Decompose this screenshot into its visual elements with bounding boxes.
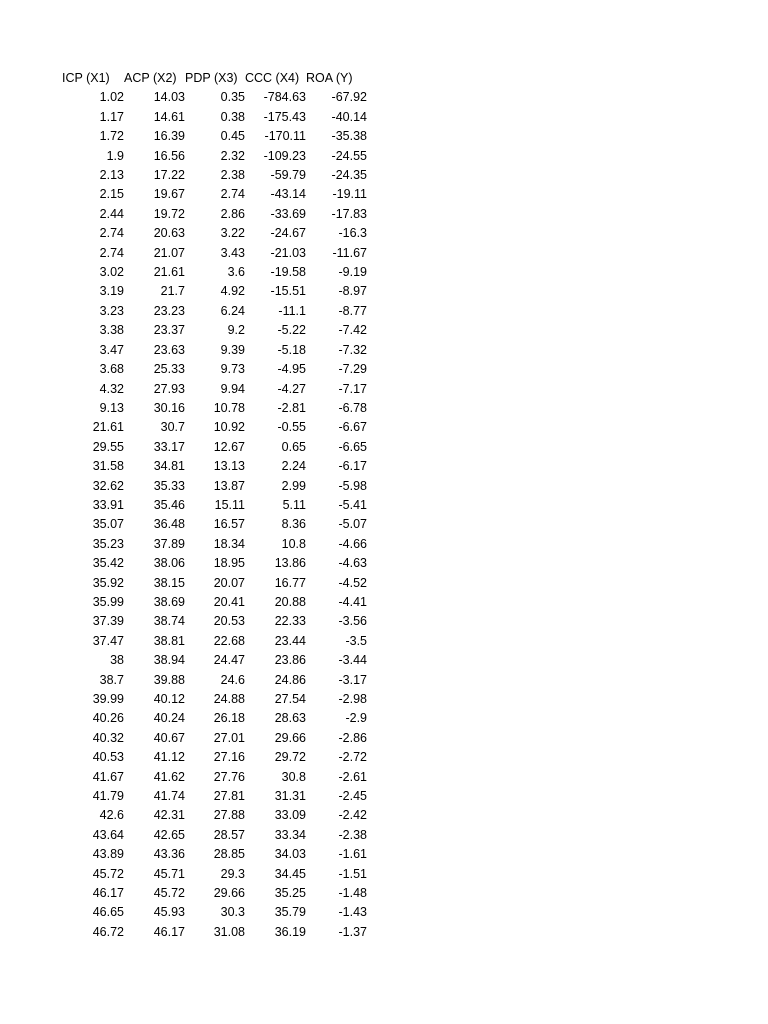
- acp-cell: 37.89: [153, 536, 185, 551]
- acp-cell: 16.56: [153, 148, 185, 163]
- roa-cell: -1.43: [338, 905, 367, 920]
- roa-cell: -7.42: [338, 323, 367, 338]
- icp-cell: 3.19: [99, 284, 124, 299]
- pdp-cell: 9.2: [227, 323, 245, 338]
- acp-cell: 39.88: [153, 672, 185, 687]
- icp-cell: 2.13: [99, 168, 124, 183]
- ccc-cell: 33.09: [274, 808, 306, 823]
- ccc-cell: 2.99: [281, 478, 306, 493]
- table-row: [62, 768, 367, 787]
- ccc-cell: 34.03: [274, 847, 306, 862]
- table-row: [62, 787, 367, 806]
- ccc-header: CCC (X4): [245, 71, 300, 85]
- ccc-cell: 30.8: [281, 769, 306, 784]
- roa-cell: -4.63: [338, 556, 367, 571]
- ccc-cell: 27.54: [274, 692, 306, 706]
- ccc-cell: -43.14: [270, 187, 306, 202]
- icp-cell: 3.23: [99, 303, 124, 318]
- icp-cell: 35.23: [92, 536, 124, 551]
- acp-cell: 34.81: [153, 459, 185, 474]
- pdp-cell: 24.88: [213, 692, 245, 706]
- ccc-cell: -4.27: [277, 381, 306, 396]
- ccc-cell: 23.44: [274, 633, 306, 648]
- table-row: [62, 185, 367, 204]
- roa-cell: -5.07: [338, 517, 367, 532]
- roa-cell: -1.51: [338, 866, 367, 881]
- pdp-cell: 20.07: [213, 575, 245, 590]
- icp-cell: 3.38: [99, 323, 124, 338]
- acp-cell: 38.81: [153, 633, 185, 648]
- ccc-cell: 36.19: [274, 924, 306, 939]
- table-row: [62, 903, 367, 922]
- acp-cell: 21.07: [153, 245, 185, 260]
- table-row: [62, 282, 367, 301]
- table-row: [62, 865, 367, 884]
- ccc-cell: 29.72: [274, 750, 306, 765]
- roa-cell: -8.77: [338, 303, 367, 318]
- data-table: [62, 69, 367, 942]
- icp-cell: 42.6: [99, 808, 124, 823]
- acp-cell: 30.7: [160, 420, 185, 435]
- ccc-cell: -2.81: [277, 400, 306, 415]
- ccc-cell: -784.63: [263, 90, 306, 105]
- acp-cell: 43.36: [153, 847, 185, 862]
- icp-cell: 35.42: [92, 556, 124, 571]
- table-row: [62, 612, 367, 631]
- acp-cell: 14.61: [153, 109, 185, 124]
- icp-cell: 4.32: [99, 381, 124, 396]
- ccc-cell: -0.55: [277, 420, 306, 435]
- acp-cell: 46.17: [153, 924, 185, 939]
- pdp-cell: 3.6: [227, 265, 245, 280]
- icp-cell: 1.72: [99, 129, 124, 144]
- roa-cell: -2.72: [338, 750, 367, 765]
- icp-cell: 1.17: [99, 109, 124, 124]
- acp-cell: 21.7: [160, 284, 185, 299]
- pdp-cell: 22.68: [213, 633, 245, 648]
- pdp-cell: 26.18: [213, 711, 245, 726]
- ccc-cell: 33.34: [274, 827, 306, 842]
- acp-cell: 41.62: [153, 769, 185, 784]
- roa-cell: -4.52: [338, 575, 367, 590]
- table-row: [62, 845, 367, 864]
- roa-cell: -2.45: [338, 789, 367, 804]
- roa-cell: -7.29: [338, 362, 367, 377]
- pdp-cell: 9.39: [220, 342, 245, 357]
- table-row: [62, 166, 367, 185]
- pdp-cell: 9.73: [220, 362, 245, 377]
- table-row: [62, 418, 367, 437]
- acp-cell: 38.15: [153, 575, 185, 590]
- icp-cell: 46.17: [92, 886, 124, 901]
- roa-cell: -1.61: [338, 847, 367, 862]
- pdp-cell: 27.16: [213, 750, 245, 765]
- icp-cell: 9.13: [99, 400, 124, 415]
- roa-cell: -24.55: [331, 148, 367, 163]
- icp-cell: 38: [110, 653, 124, 668]
- roa-cell: -11.67: [332, 245, 367, 260]
- ccc-cell: -15.51: [270, 284, 306, 299]
- table-row: [62, 457, 367, 476]
- icp-cell: 39.99: [92, 692, 124, 706]
- ccc-cell: 29.66: [274, 730, 306, 745]
- acp-cell: 23.23: [153, 303, 185, 318]
- icp-header: ICP (X1): [62, 71, 110, 85]
- acp-cell: 14.03: [153, 90, 185, 105]
- table-row: [62, 671, 367, 690]
- table-row: [62, 535, 367, 554]
- table-body: [62, 88, 367, 942]
- icp-cell: 45.72: [92, 866, 124, 881]
- ccc-cell: -5.18: [277, 342, 306, 357]
- ccc-cell: 35.25: [274, 886, 306, 901]
- icp-cell: 46.65: [92, 905, 124, 920]
- roa-cell: -1.48: [338, 886, 367, 901]
- acp-cell: 45.72: [153, 886, 185, 901]
- icp-cell: 1.02: [99, 90, 124, 105]
- roa-cell: -2.98: [338, 692, 367, 706]
- table-row: [62, 88, 367, 107]
- icp-cell: 1.9: [106, 148, 124, 163]
- icp-cell: 43.64: [92, 827, 124, 842]
- table-row: [62, 690, 367, 709]
- roa-cell: -40.14: [331, 109, 367, 124]
- table-row: [62, 127, 367, 146]
- roa-cell: -7.17: [338, 381, 367, 396]
- icp-cell: 43.89: [92, 847, 124, 862]
- ccc-cell: 24.86: [274, 672, 306, 687]
- acp-cell: 35.46: [153, 497, 185, 512]
- table-row: [62, 593, 367, 612]
- icp-cell: 40.26: [92, 711, 124, 726]
- table-row: [62, 380, 367, 399]
- ccc-cell: 2.24: [281, 459, 306, 474]
- ccc-cell: 13.86: [274, 556, 306, 571]
- roa-cell: -17.83: [331, 206, 367, 221]
- icp-cell: 2.44: [99, 206, 124, 221]
- ccc-cell: 8.36: [281, 517, 306, 532]
- table-row: [62, 399, 367, 418]
- icp-cell: 40.53: [92, 750, 124, 765]
- ccc-cell: -19.58: [270, 265, 306, 280]
- pdp-cell: 2.86: [220, 206, 245, 221]
- pdp-cell: 29.3: [220, 866, 245, 881]
- ccc-cell: 10.8: [281, 536, 306, 551]
- icp-cell: 35.07: [92, 517, 124, 532]
- roa-cell: -16.3: [338, 226, 367, 241]
- icp-cell: 40.32: [92, 730, 124, 745]
- pdp-cell: 16.57: [213, 517, 245, 532]
- roa-cell: -6.65: [338, 439, 367, 454]
- roa-cell: -4.66: [338, 536, 367, 551]
- ccc-cell: -33.69: [270, 206, 306, 221]
- acp-cell: 38.06: [153, 556, 185, 571]
- acp-cell: 38.74: [153, 614, 185, 629]
- roa-cell: -24.35: [331, 168, 367, 183]
- ccc-cell: 28.63: [274, 711, 306, 726]
- acp-cell: 45.93: [153, 905, 185, 920]
- table-row: [62, 923, 367, 942]
- pdp-cell: 28.85: [213, 847, 245, 862]
- roa-cell: -6.17: [338, 459, 367, 474]
- icp-cell: 46.72: [92, 924, 124, 939]
- table-row: [62, 108, 367, 127]
- pdp-cell: 12.67: [213, 439, 245, 454]
- icp-cell: 41.67: [92, 769, 124, 784]
- acp-cell: 41.12: [153, 750, 185, 765]
- ccc-cell: -11.1: [278, 303, 306, 318]
- pdp-cell: 30.3: [220, 905, 245, 920]
- icp-cell: 32.62: [92, 478, 124, 493]
- acp-cell: 35.33: [153, 478, 185, 493]
- pdp-cell: 27.81: [213, 789, 245, 804]
- roa-cell: -9.19: [338, 265, 367, 280]
- icp-cell: 35.99: [92, 594, 124, 609]
- roa-cell: -2.42: [338, 808, 367, 823]
- roa-cell: -6.67: [338, 420, 367, 435]
- icp-cell: 33.91: [92, 497, 124, 512]
- icp-cell: 3.47: [99, 342, 124, 357]
- icp-cell: 21.61: [92, 420, 124, 435]
- table-row: [62, 729, 367, 748]
- table-row: [62, 205, 367, 224]
- pdp-cell: 2.74: [220, 187, 245, 202]
- acp-cell: 23.37: [153, 323, 185, 338]
- table-row: [62, 884, 367, 903]
- ccc-cell: 5.11: [282, 497, 306, 512]
- table-row: [62, 554, 367, 573]
- ccc-cell: -21.03: [270, 245, 306, 260]
- acp-cell: 20.63: [153, 226, 185, 241]
- pdp-cell: 31.08: [213, 924, 245, 939]
- pdp-cell: 0.45: [220, 129, 245, 144]
- table-row: [62, 574, 367, 593]
- acp-cell: 19.67: [153, 187, 185, 202]
- pdp-cell: 15.11: [214, 497, 245, 512]
- data-sheet: [62, 69, 367, 942]
- table-header: [62, 69, 367, 88]
- pdp-cell: 10.92: [213, 420, 245, 435]
- roa-cell: -5.41: [338, 497, 367, 512]
- table-row: [62, 438, 367, 457]
- pdp-cell: 27.01: [213, 730, 245, 745]
- pdp-cell: 20.53: [213, 614, 245, 629]
- ccc-cell: 31.31: [274, 789, 306, 804]
- pdp-cell: 13.87: [213, 478, 245, 493]
- acp-cell: 25.33: [153, 362, 185, 377]
- table-row: [62, 496, 367, 515]
- roa-cell: -8.97: [338, 284, 367, 299]
- pdp-cell: 6.24: [220, 303, 245, 318]
- pdp-cell: 20.41: [213, 594, 245, 609]
- acp-cell: 21.61: [153, 265, 185, 280]
- icp-cell: 37.47: [92, 633, 124, 648]
- roa-cell: -5.98: [338, 478, 367, 493]
- acp-cell: 19.72: [153, 206, 185, 221]
- ccc-cell: -4.95: [277, 362, 306, 377]
- acp-cell: 40.12: [153, 692, 185, 706]
- table-row: [62, 515, 367, 534]
- ccc-cell: -175.43: [263, 109, 306, 124]
- roa-cell: -2.61: [338, 769, 367, 784]
- acp-cell: 42.31: [153, 808, 185, 823]
- pdp-cell: 13.13: [213, 459, 245, 474]
- ccc-cell: 23.86: [274, 653, 306, 668]
- icp-cell: 29.55: [92, 439, 124, 454]
- acp-cell: 40.24: [153, 711, 185, 726]
- table-row: [62, 341, 367, 360]
- pdp-cell: 0.38: [220, 109, 245, 124]
- acp-cell: 40.67: [153, 730, 185, 745]
- roa-cell: -3.44: [338, 653, 367, 668]
- pdp-cell: 29.66: [213, 886, 245, 901]
- icp-cell: 35.92: [92, 575, 124, 590]
- acp-cell: 38.94: [153, 653, 185, 668]
- acp-cell: 17.22: [153, 168, 185, 183]
- roa-cell: -2.38: [338, 827, 367, 842]
- roa-cell: -2.9: [345, 711, 367, 726]
- pdp-cell: 4.92: [220, 284, 245, 299]
- roa-cell: -4.41: [338, 594, 367, 609]
- pdp-cell: 27.76: [213, 769, 245, 784]
- acp-cell: 45.71: [153, 866, 185, 881]
- roa-cell: -6.78: [338, 400, 367, 415]
- pdp-cell: 9.94: [220, 381, 245, 396]
- icp-cell: 2.74: [99, 245, 124, 260]
- roa-cell: -19.11: [332, 187, 367, 202]
- acp-header: ACP (X2): [124, 71, 177, 85]
- table-row: [62, 224, 367, 243]
- icp-cell: 2.74: [99, 226, 124, 241]
- pdp-cell: 2.32: [220, 148, 245, 163]
- roa-cell: -1.37: [338, 924, 367, 939]
- pdp-cell: 3.22: [220, 226, 245, 241]
- table-row: [62, 806, 367, 825]
- pdp-cell: 10.78: [213, 400, 245, 415]
- table-row: [62, 709, 367, 728]
- pdp-cell: 2.38: [220, 168, 245, 183]
- roa-cell: -2.86: [338, 730, 367, 745]
- ccc-cell: 34.45: [274, 866, 306, 881]
- roa-cell: -7.32: [338, 342, 367, 357]
- ccc-cell: -59.79: [270, 168, 306, 183]
- icp-cell: 2.15: [99, 187, 124, 202]
- acp-cell: 23.63: [153, 342, 185, 357]
- ccc-cell: 22.33: [274, 614, 306, 629]
- acp-cell: 41.74: [153, 789, 185, 804]
- pdp-cell: 0.35: [220, 90, 245, 105]
- roa-cell: -3.17: [338, 672, 367, 687]
- acp-cell: 33.17: [153, 439, 185, 454]
- table-row: [62, 748, 367, 767]
- table-row: [62, 244, 367, 263]
- table-row: [62, 321, 367, 340]
- icp-cell: 3.68: [99, 362, 124, 377]
- pdp-cell: 3.43: [220, 245, 245, 260]
- pdp-cell: 24.6: [220, 672, 245, 687]
- table-row: [62, 477, 367, 496]
- acp-cell: 38.69: [153, 594, 185, 609]
- ccc-cell: 35.79: [274, 905, 306, 920]
- pdp-header: PDP (X3): [185, 71, 238, 85]
- acp-cell: 30.16: [153, 400, 185, 415]
- roa-cell: -3.5: [345, 633, 367, 648]
- table-row: [62, 147, 367, 166]
- table-row: [62, 263, 367, 282]
- pdp-cell: 24.47: [213, 653, 245, 668]
- icp-cell: 31.58: [92, 459, 124, 474]
- acp-cell: 16.39: [153, 129, 185, 144]
- pdp-cell: 18.34: [213, 536, 245, 551]
- ccc-cell: -5.22: [277, 323, 306, 338]
- roa-cell: -3.56: [338, 614, 367, 629]
- table-row: [62, 826, 367, 845]
- icp-cell: 37.39: [92, 614, 124, 629]
- ccc-cell: 20.88: [274, 594, 306, 609]
- ccc-cell: 16.77: [274, 575, 306, 590]
- table-row: [62, 360, 367, 379]
- acp-cell: 36.48: [153, 517, 185, 532]
- roa-header: ROA (Y): [306, 71, 353, 85]
- icp-cell: 38.7: [99, 672, 124, 687]
- ccc-cell: -170.11: [264, 129, 306, 144]
- roa-cell: -67.92: [331, 90, 367, 105]
- acp-cell: 42.65: [153, 827, 185, 842]
- acp-cell: 27.93: [153, 381, 185, 396]
- pdp-cell: 27.88: [213, 808, 245, 823]
- icp-cell: 3.02: [99, 265, 124, 280]
- ccc-cell: -24.67: [270, 226, 306, 241]
- table-row: [62, 632, 367, 651]
- pdp-cell: 18.95: [213, 556, 245, 571]
- ccc-cell: 0.65: [281, 439, 306, 454]
- pdp-cell: 28.57: [213, 827, 245, 842]
- table-row: [62, 651, 367, 670]
- table-row: [62, 302, 367, 321]
- ccc-cell: -109.23: [263, 148, 306, 163]
- icp-cell: 41.79: [92, 789, 124, 804]
- header-row: [62, 69, 367, 88]
- roa-cell: -35.38: [331, 129, 367, 144]
